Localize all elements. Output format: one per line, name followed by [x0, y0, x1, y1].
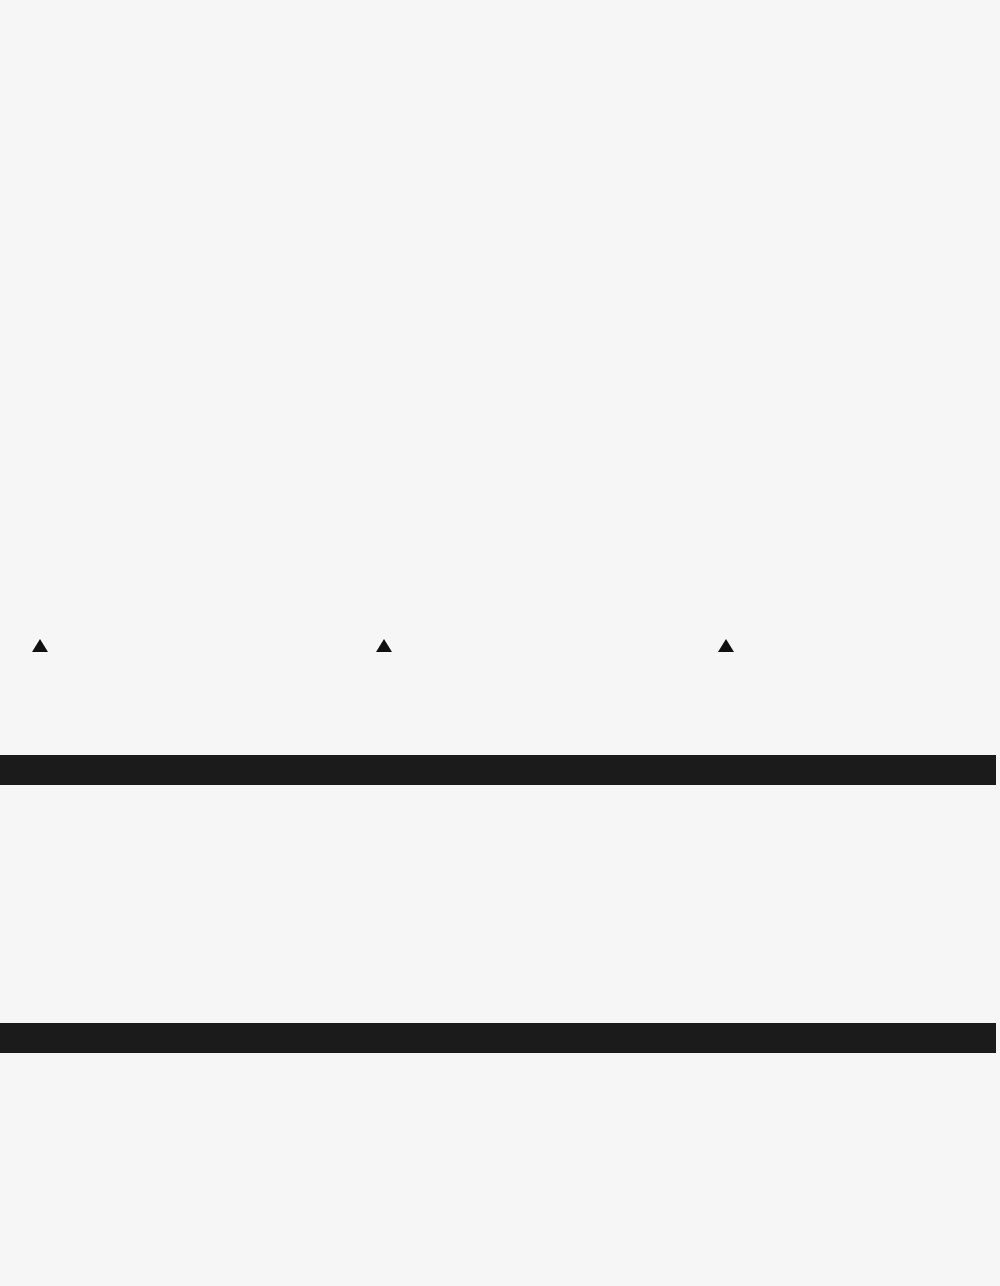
spec-table-1 [0, 755, 1000, 785]
model-header [0, 755, 998, 785]
spec-table-2 [0, 1023, 1000, 1053]
model-header [0, 1023, 998, 1053]
triangle-icon [376, 639, 392, 652]
triangle-icon [718, 639, 734, 652]
triangle-icon [32, 639, 48, 652]
